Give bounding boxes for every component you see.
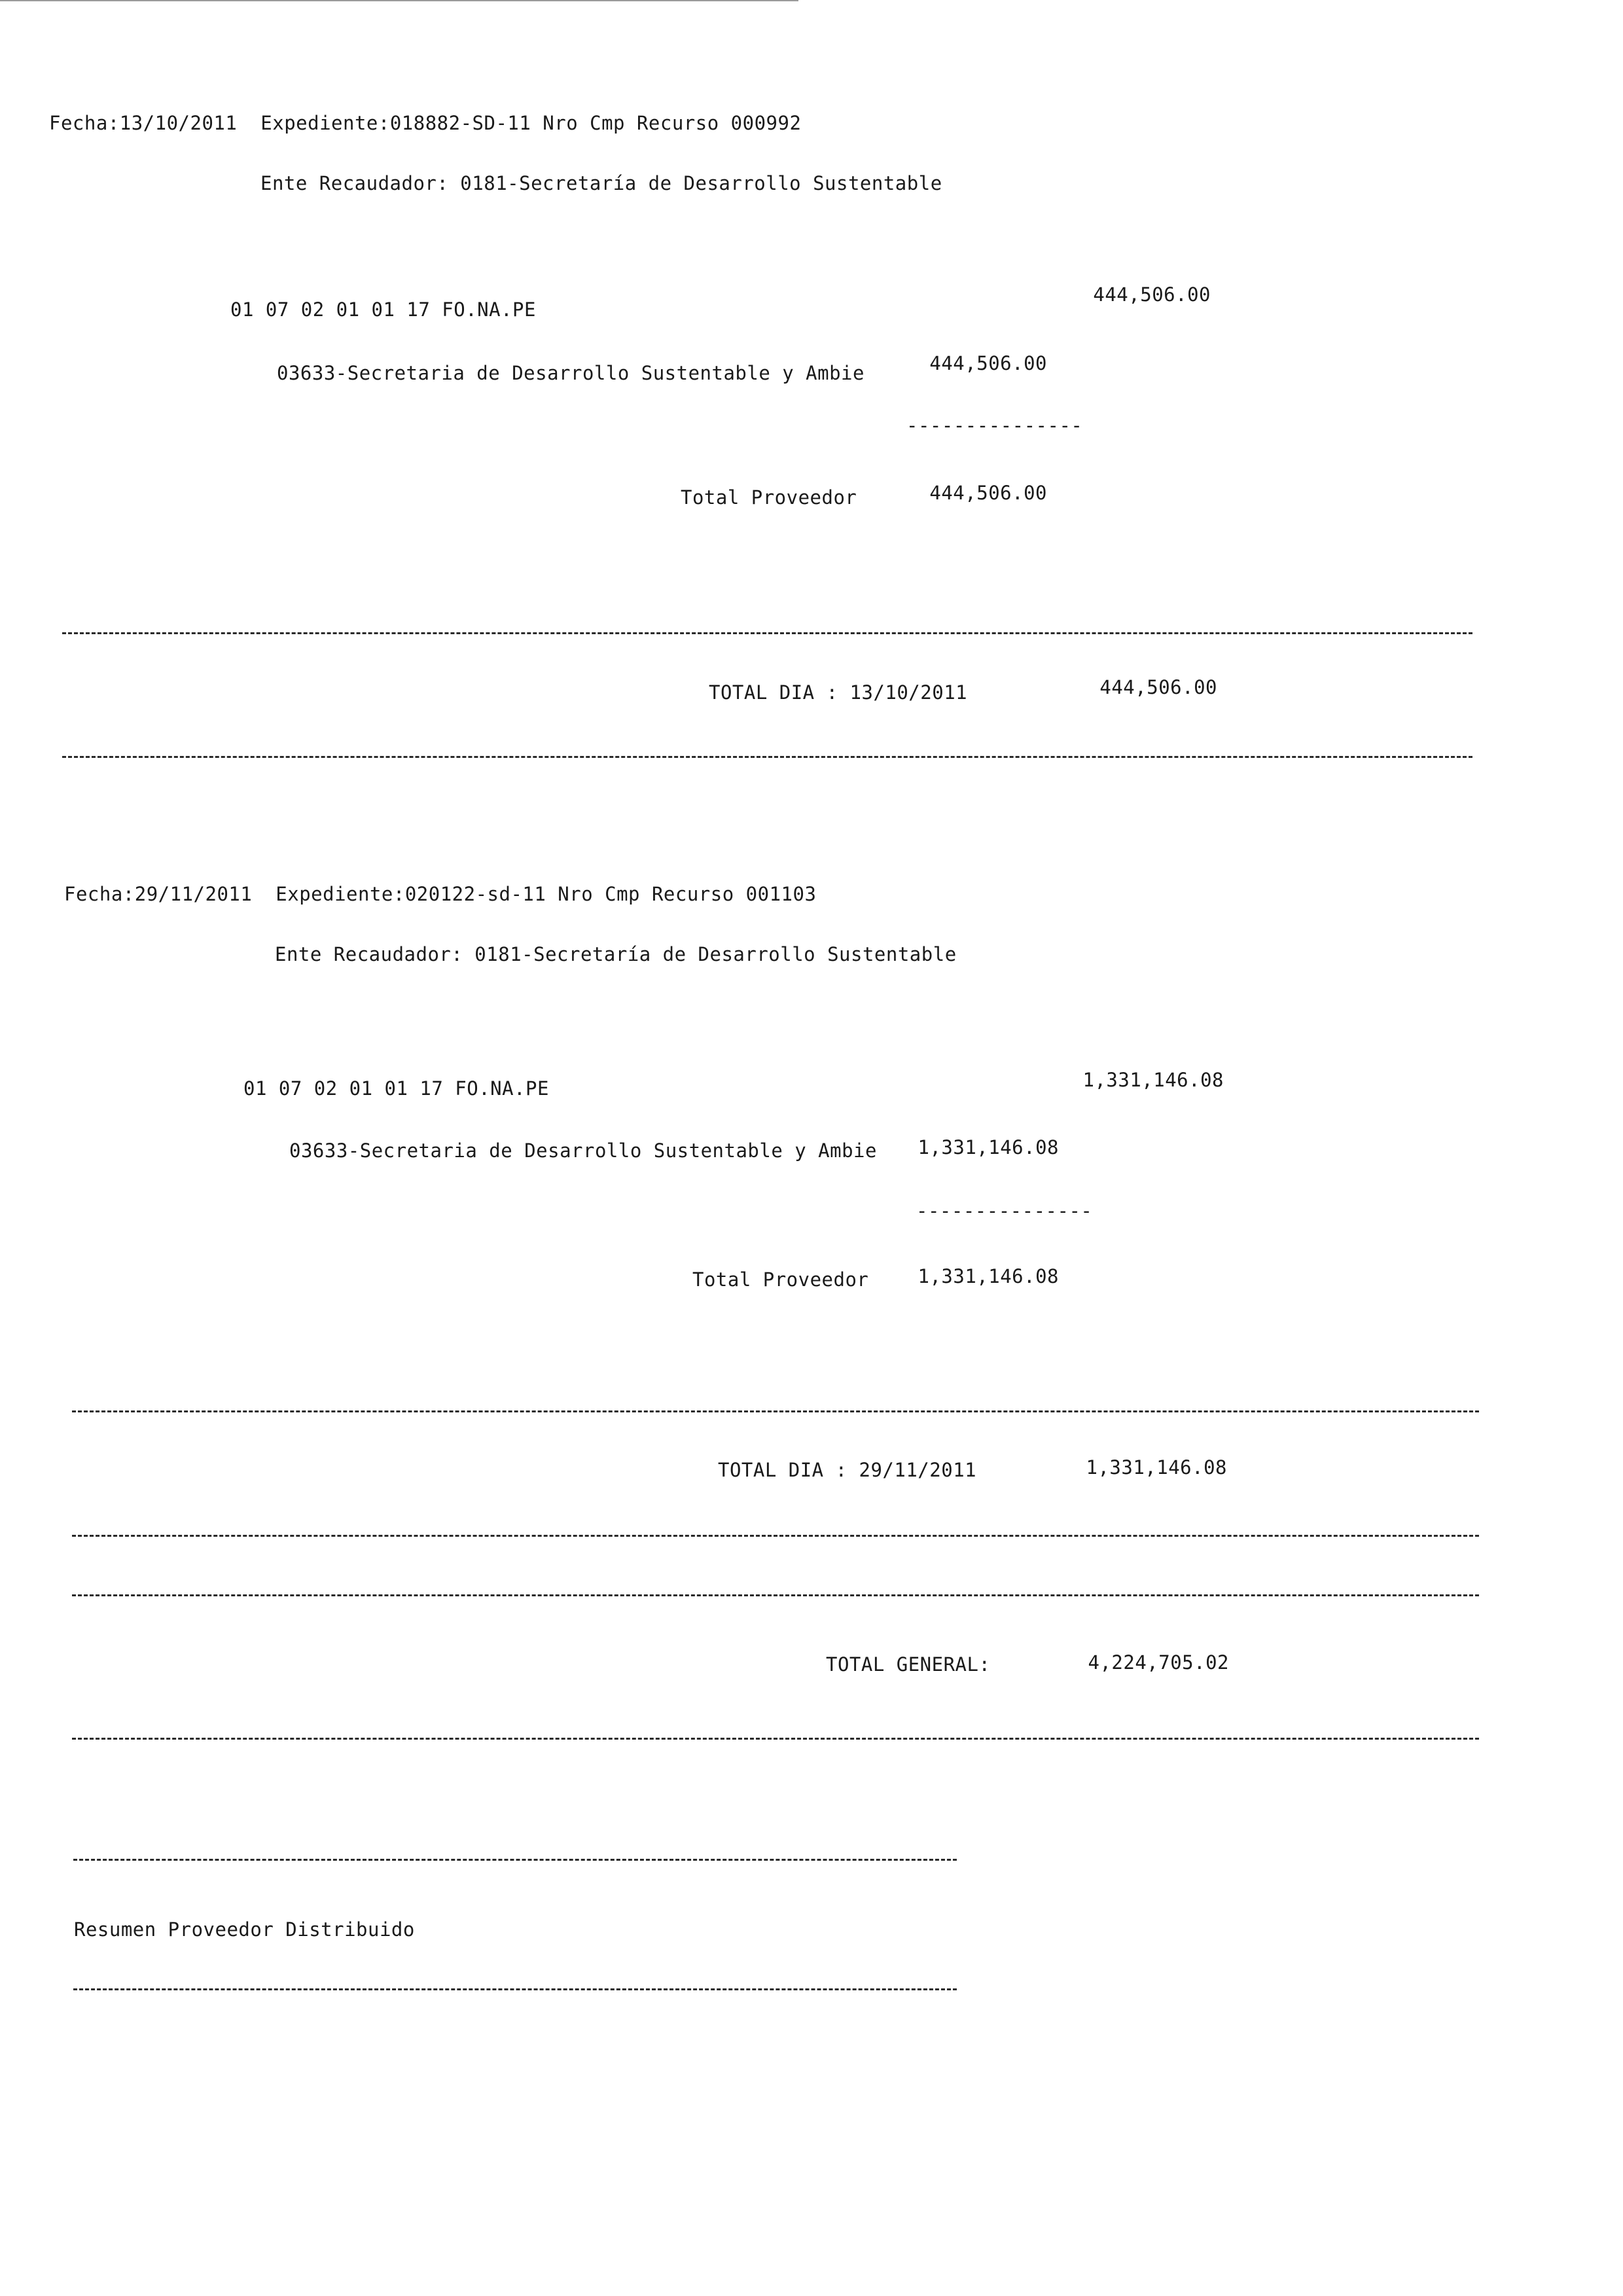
section-2-header: Fecha:29/11/2011 Expediente:020122-sd-11 Nro Cmp Recurso 001103 xyxy=(64,883,817,905)
section-2-divider-bottom xyxy=(72,1535,1479,1537)
resumen-label: Resumen Proveedor Distribuido xyxy=(74,1918,415,1941)
total-general-divider-top xyxy=(72,1594,1479,1596)
section-1-total-dia-amount: 444,506.00 xyxy=(1099,676,1217,698)
total-general-label: TOTAL GENERAL: xyxy=(826,1653,991,1676)
section-2-partida-amount: 1,331,146.08 xyxy=(1082,1069,1224,1091)
section-2-total-proveedor-amount: 1,331,146.08 xyxy=(918,1265,1059,1287)
section-2-proveedor: 03633-Secretaria de Desarrollo Sustentable y Ambie xyxy=(289,1139,877,1162)
section-1-proveedor: 03633-Secretaria de Desarrollo Sustentable y Ambie xyxy=(277,362,865,384)
section-1-header: Fecha:13/10/2011 Expediente:018882-SD-11 Nro Cmp Recurso 000992 xyxy=(49,112,802,134)
section-1-total-proveedor-amount: 444,506.00 xyxy=(929,482,1047,504)
section-1-divider-top xyxy=(62,632,1472,634)
section-2-partida: 01 07 02 01 01 17 FO.NA.PE xyxy=(243,1077,549,1100)
resumen-divider-top xyxy=(73,1859,957,1861)
resumen-divider-bottom xyxy=(73,1988,957,1990)
total-general-divider-bottom xyxy=(72,1738,1479,1740)
section-1-subtotal-rule: --------------- xyxy=(906,414,1083,437)
section-1-total-dia-label: TOTAL DIA : 13/10/2011 xyxy=(709,681,968,704)
section-2-total-dia-label: TOTAL DIA : 29/11/2011 xyxy=(718,1459,977,1481)
section-2-total-proveedor-label: Total Proveedor xyxy=(692,1268,869,1291)
total-general-amount: 4,224,705.02 xyxy=(1088,1651,1229,1674)
section-2-proveedor-amount: 1,331,146.08 xyxy=(918,1136,1059,1158)
section-2-divider-top xyxy=(72,1410,1479,1412)
scan-edge-line xyxy=(0,0,798,1)
section-1-ente-recaudador: Ente Recaudador: 0181-Secretaría de Desarrollo Sustentable xyxy=(260,172,942,194)
section-2-ente-recaudador: Ente Recaudador: 0181-Secretaría de Desarrollo Sustentable xyxy=(275,943,957,965)
section-1-total-proveedor-label: Total Proveedor xyxy=(681,486,857,509)
section-2-total-dia-amount: 1,331,146.08 xyxy=(1086,1456,1227,1479)
section-1-partida-amount: 444,506.00 xyxy=(1093,283,1211,306)
section-1-proveedor-amount: 444,506.00 xyxy=(929,352,1047,374)
section-2-subtotal-rule: --------------- xyxy=(916,1200,1093,1222)
section-1-divider-bottom xyxy=(62,756,1472,758)
section-1-partida: 01 07 02 01 01 17 FO.NA.PE xyxy=(230,298,536,321)
